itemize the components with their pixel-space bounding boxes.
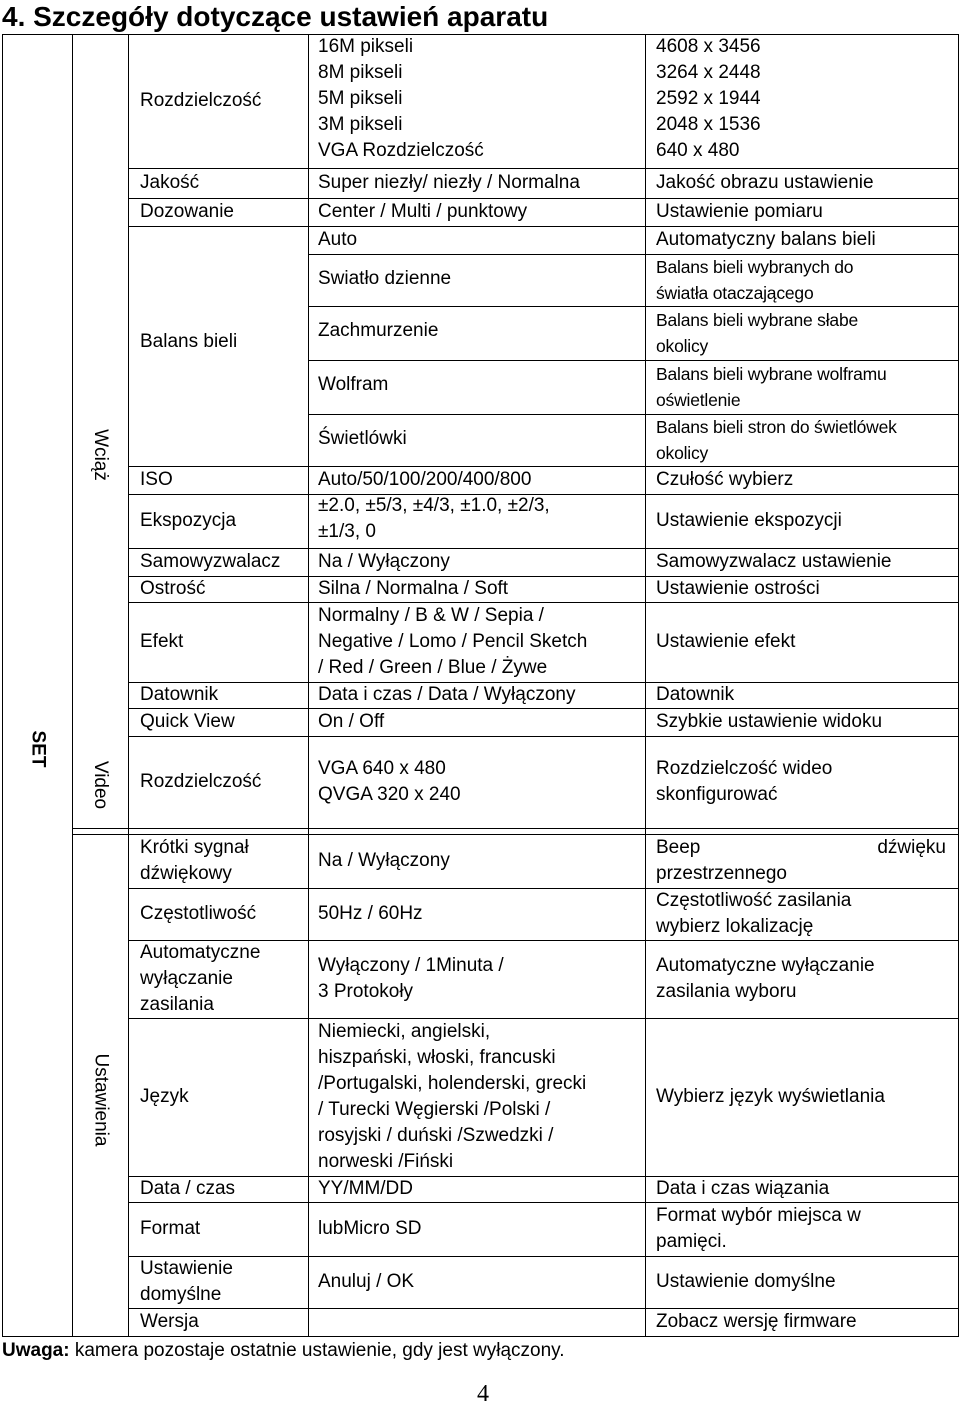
setting-name: Wersja [140,1311,199,1332]
option-value: YY/MM/DD [318,1178,413,1199]
option-value: Silna / Normalna / Soft [318,578,509,599]
setting-name: Częstotliwość [140,903,257,924]
group-label-video [72,730,128,840]
description: przestrzennego [656,863,787,884]
option-value: Zachmurzenie [318,320,439,341]
description: światła otaczającego [656,283,814,303]
option-value: Data i czas / Data / Wyłączony [318,684,576,705]
description: Czułość wybierz [656,469,794,490]
description: pamięci. [656,1231,727,1252]
description: okolicy [656,443,709,463]
description: Balans bieli stron do świetlówek [656,417,897,437]
option-value: 8M pikseli [318,62,403,83]
setting-name: dźwiękowy [140,863,232,884]
description: Ustawienie ostrości [656,578,820,599]
option-value: rosyjski / duński /Szwedzki / [318,1125,554,1146]
group-label-wciaz [72,400,128,510]
set-label [2,694,72,804]
row-divider [308,306,959,307]
row-divider [128,1018,959,1019]
option-value: Normalny / B & W / Sepia / [318,605,544,626]
option-value: Anuluj / OK [318,1271,415,1292]
set-label-text: SET [26,730,48,768]
description: Szybkie ustawienie widoku [656,711,883,732]
setting-name: domyślne [140,1284,222,1305]
description: Jakość obrazu ustawienie [656,172,874,193]
page-title: 4. Szczegóły dotyczące ustawień aparatu [2,1,549,32]
description: 2048 x 1536 [656,114,761,135]
table-border-bottom [2,1336,959,1337]
option-value: 5M pikseli [318,88,403,109]
setting-name: ISO [140,469,173,490]
description: Data i czas wiązania [656,1178,830,1199]
setting-name: Ustawienie [140,1258,233,1279]
description: skonfigurować [656,784,778,805]
row-divider [128,198,959,199]
description: zasilania wyboru [656,981,797,1002]
group-label-ustawienia [72,1020,128,1180]
option-value: ±1/3, 0 [318,521,376,542]
description: Automatyczny balans bieli [656,229,876,250]
column-divider-option [645,34,646,1336]
description: Ustawienie ekspozycji [656,510,842,531]
description: 2592 x 1944 [656,88,761,109]
description: Wybierz język wyświetlania [656,1086,885,1107]
footnote [2,1338,565,1364]
setting-name: Efekt [140,631,184,652]
option-value: Swiatło dzienne [318,268,452,289]
group-label-video-text: Video [89,760,111,810]
option-value: Na / Wyłączony [318,551,450,572]
option-value: Auto [318,229,358,250]
description: Automatyczne wyłączanie [656,955,875,976]
setting-name: Samowyzwalacz [140,551,281,572]
group-divider [72,828,959,829]
description: Format wybór miejsca w [656,1205,861,1226]
setting-name: Język [140,1086,189,1107]
option-value: / Red / Green / Blue / Żywe [318,657,548,678]
option-value: Świetlówki [318,428,407,449]
description: Częstotliwość zasilania [656,890,852,911]
description: okolicy [656,336,709,356]
option-value: On / Off [318,711,385,732]
setting-name: Ostrość [140,578,206,599]
setting-name: Rozdzielczość [140,771,262,792]
description: Balans bieli wybrane wolframu [656,364,887,384]
option-value: /Portugalski, holenderski, grecki [318,1073,587,1094]
description: Rozdzielczość wideo [656,758,833,779]
option-value: Center / Multi / punktowy [318,201,528,222]
option-value: Auto/50/100/200/400/800 [318,469,532,490]
option-value: Negative / Lomo / Pencil Sketch [318,631,588,652]
description: Balans bieli wybranych do [656,257,854,277]
setting-name: zasilania [140,994,214,1015]
row-divider [308,254,959,255]
option-value: QVGA 320 x 240 [318,784,461,805]
option-value: norweski /Fiński [318,1151,454,1172]
option-value: lubMicro SD [318,1218,422,1239]
option-value: 50Hz / 60Hz [318,903,423,924]
option-value: / Turecki Węgierski /Polski / [318,1099,551,1120]
setting-name: Format [140,1218,201,1239]
setting-name: Quick View [140,711,235,732]
option-value: 3M pikseli [318,114,403,135]
row-divider [128,576,959,577]
option-value: VGA 640 x 480 [318,758,446,779]
row-divider [128,168,959,169]
option-value: Wyłączony / 1Minuta / [318,955,504,976]
description: oświetlenie [656,390,741,410]
group-label-wciaz-text: Wciąż [89,429,111,481]
table-border-left [2,34,3,1336]
description: Datownik [656,684,735,705]
description: Ustawienie domyślne [656,1271,836,1292]
option-value: Niemiecki, angielski, [318,1021,491,1042]
setting-name: Data / czas [140,1178,236,1199]
option-value: VGA Rozdzielczość [318,140,484,161]
row-divider [128,736,959,737]
option-value: Na / Wyłączony [318,850,450,871]
description: Ustawienie efekt [656,631,796,652]
setting-name: Automatyczne [140,942,261,963]
description: 3264 x 2448 [656,62,761,83]
setting-name: Balans bieli [140,331,238,352]
description: Samowyzwalacz ustawienie [656,551,892,572]
row-divider [128,1256,959,1257]
description: Zobacz wersję firmware [656,1311,857,1332]
setting-name: Dozowanie [140,201,234,222]
group-label-ustawienia-text: Ustawienia [90,1053,111,1147]
setting-name: Jakość [140,172,200,193]
table-border-right [958,34,959,1336]
setting-name: Datownik [140,684,219,705]
setting-name: Ekspozycja [140,510,237,531]
page-number: 4 [477,1381,489,1407]
description: Balans bieli wybrane słabe [656,310,859,330]
footnote-label: Uwaga: [2,1340,70,1361]
row-divider [128,1176,959,1177]
setting-name: Rozdzielczość [140,90,262,111]
description: Beep dźwięku [656,837,946,858]
setting-name: Krótki sygnał [140,837,249,858]
setting-name: wyłączanie [140,968,233,989]
option-value: 16M pikseli [318,36,414,57]
group-column-divider [128,34,129,1336]
footnote-text: kamera pozostaje ostatnie ustawienie, gdy jest wyłączony. [69,1340,565,1361]
description: 640 x 480 [656,140,740,161]
description: Ustawienie pomiaru [656,201,823,222]
option-value: 3 Protokoły [318,981,414,1002]
row-divider [128,466,959,467]
option-value: Super niezły/ niezły / Normalna [318,172,580,193]
description: wybierz lokalizację [656,916,814,937]
option-value: Wolfram [318,374,389,395]
column-divider-setting [308,34,309,1336]
table-border-top [2,34,959,35]
option-value: ±2.0, ±5/3, ±4/3, ±1.0, ±2/3, [318,495,550,516]
description: 4608 x 3456 [656,36,761,57]
option-value: hiszpański, włoski, francuski [318,1047,556,1068]
